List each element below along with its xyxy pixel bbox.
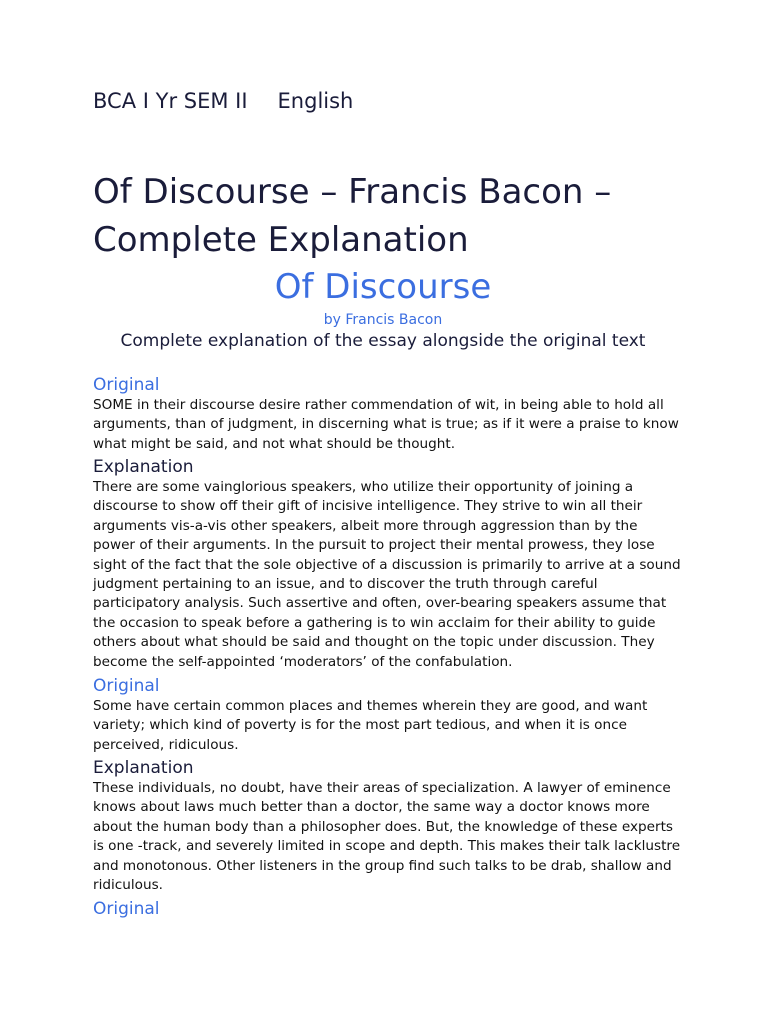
document-title: Of Discourse – Francis Bacon – Complete Explanation: [93, 172, 612, 260]
section-label-explanation: Explanation: [93, 758, 194, 778]
section-label-original: Original: [93, 676, 160, 696]
subject-label: English: [277, 89, 354, 113]
section-original-1: [93, 374, 683, 454]
essay-title: Of Discourse: [274, 267, 492, 307]
section-label-original: Original: [93, 375, 160, 395]
explanation-text: These individuals, no doubt, have their areas of specialization. A lawyer of eminence knows about laws much better than a doctor, the same way a doctor knows more about the human body than a philosopher does. But, the knowledge of these experts is one -track, and severely limited in scope and depth. This makes their talk lacklustre and monotonous. Other listeners in the group find such talks to be drab, shallow and ridiculous.: [93, 780, 681, 894]
course-label: BCA I Yr SEM II: [93, 89, 248, 113]
original-text: SOME in their discourse desire rather commendation of wit, in being able to hold all arguments, than of judgment, in discerning what is true; as if it were a praise to know what might be said, and not what should be thought.: [93, 397, 679, 452]
section-original-2: [93, 675, 683, 755]
section-original-3: [93, 898, 683, 920]
section-explanation-1: [93, 456, 683, 672]
section-label-explanation: Explanation: [93, 457, 194, 477]
section-explanation-2: [93, 757, 683, 895]
course-header: [93, 89, 353, 113]
document-subtitle: Complete explanation of the essay alongside the original text: [120, 331, 646, 351]
original-text: Some have certain common places and themes wherein they are good, and want variety; which kind of poverty is for the most part tedious, and when it is once perceived, ridiculous.: [93, 698, 648, 753]
author-byline: by Francis Bacon: [323, 312, 443, 328]
explanation-text: There are some vainglorious speakers, who utilize their opportunity of joining a discourse to show off their gift of incisive intelligence. They strive to win all their arguments vis-a-vis other speakers, albeit more through aggression than by the power of their arguments. In the pursuit to project their mental prowess, they lose sight of the fact that the sole objective of a discussion is primarily to arrive at a sound judgment pertaining to an issue, and to discover the truth through careful participatory analysis. Such assertive and often, over-bearing speakers assume that the occasion to speak before a gathering is to win acclaim for their ability to guide others about what should be said and thought on the topic under discussion. They become the self-appointed ‘moderators’ of the confabulation.: [93, 479, 681, 670]
section-label-original: Original: [93, 899, 160, 919]
